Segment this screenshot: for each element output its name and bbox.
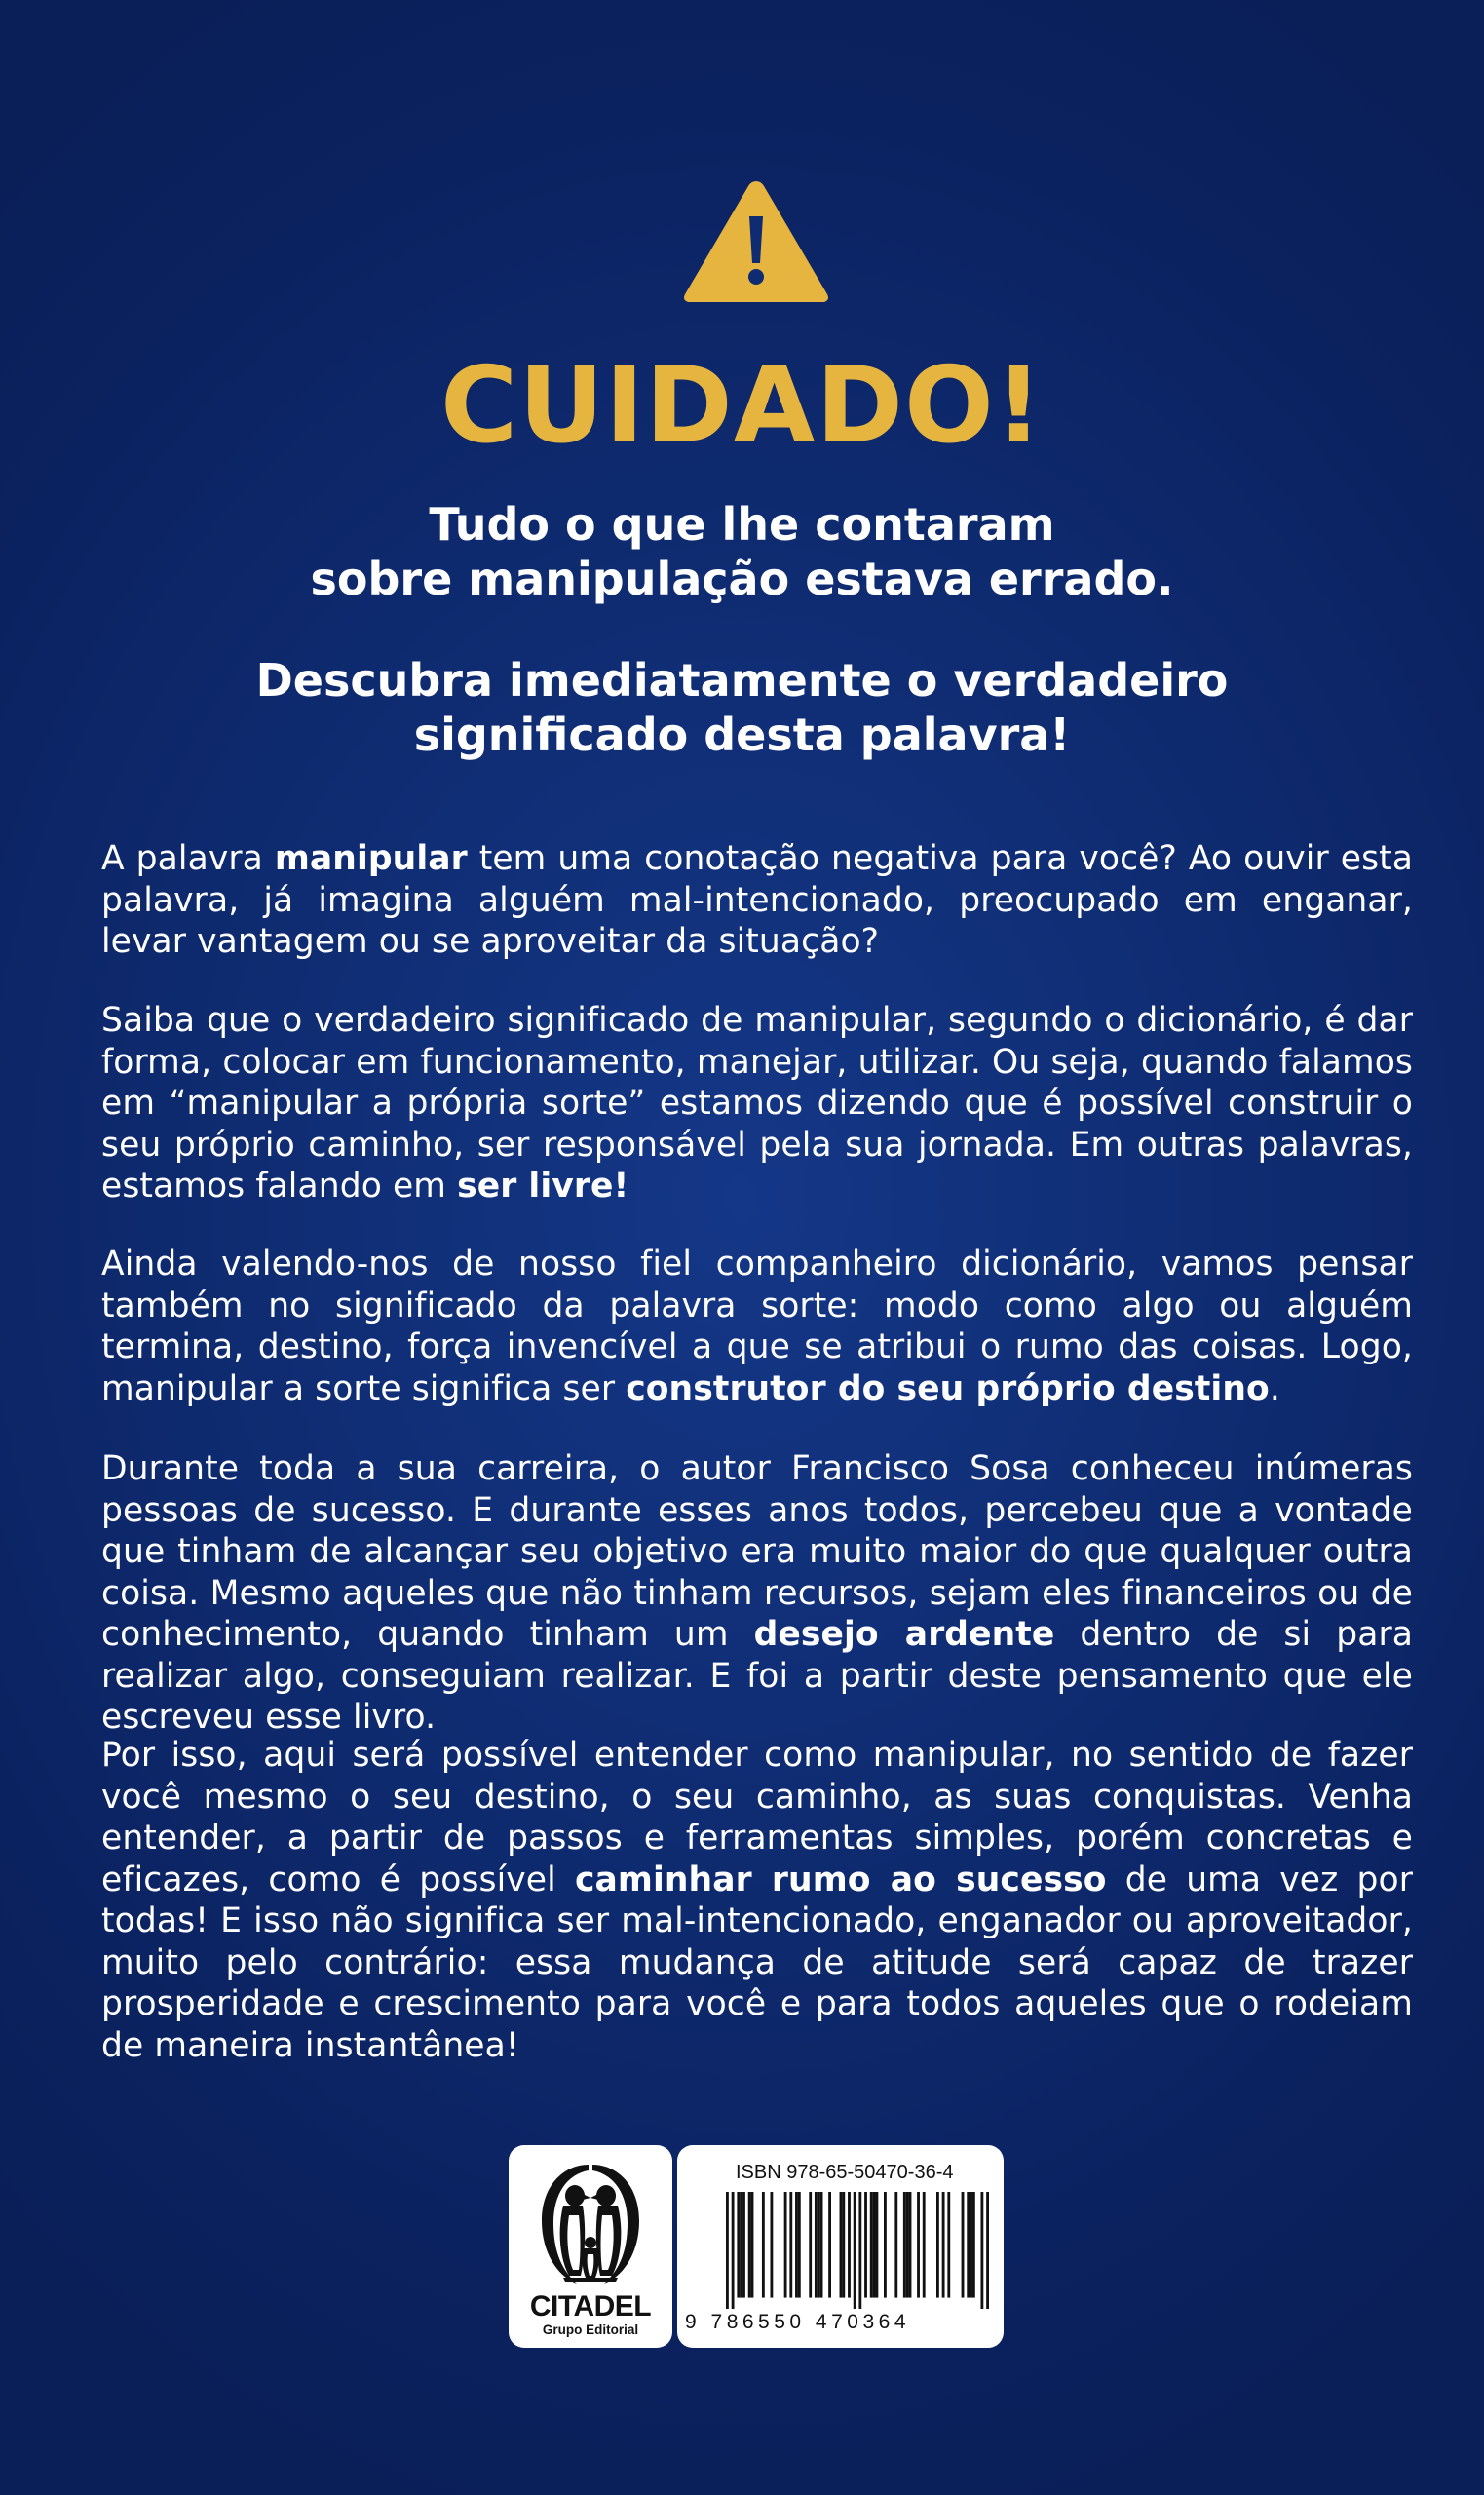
headline: CUIDADO! bbox=[439, 345, 1045, 467]
emphasis-text: manipular bbox=[274, 839, 468, 878]
barcode-bar bbox=[848, 2192, 851, 2298]
barcode-bar bbox=[967, 2192, 970, 2298]
barcode-bar bbox=[909, 2192, 912, 2298]
barcode-bar bbox=[809, 2192, 812, 2298]
publisher-subtitle: Grupo Editorial bbox=[542, 2322, 639, 2337]
barcode-bar bbox=[858, 2192, 861, 2309]
isbn-label: ISBN 978-65-50470-36-4 bbox=[736, 2162, 954, 2183]
barcode-bar bbox=[748, 2192, 751, 2298]
tagline-secondary bbox=[0, 653, 1484, 762]
body-paragraph: A palavra manipular tem uma conotação negativa para você? Ao ouvir esta palavra, já imagina alguém mal-intencionado, preocupado em enganar, levar vantagem ou se aproveitar da situação? bbox=[101, 839, 1414, 961]
publisher-name: CITADEL bbox=[529, 2290, 652, 2322]
barcode-bar bbox=[798, 2192, 801, 2298]
tagline-primary-line: sobre manipulação estava errado. bbox=[310, 553, 1174, 605]
emphasis-text: desejo ardente bbox=[753, 1615, 1055, 1654]
barcode-bar bbox=[751, 2192, 754, 2298]
barcode-bar bbox=[894, 2192, 897, 2298]
barcode-image bbox=[726, 2192, 989, 2309]
barcode-bar bbox=[917, 2192, 920, 2298]
emphasis-text: caminhar rumo ao sucesso bbox=[574, 1860, 1107, 1900]
barcode-bar bbox=[962, 2192, 965, 2298]
tagline-primary bbox=[0, 497, 1484, 606]
barcode-bar bbox=[906, 2192, 909, 2298]
barcode-bar bbox=[854, 2192, 856, 2309]
barcode-bar bbox=[942, 2192, 945, 2298]
warning-triangle-icon bbox=[681, 175, 831, 306]
barcode-bar bbox=[740, 2192, 742, 2298]
barcode-bar bbox=[970, 2192, 972, 2298]
barcode-bar bbox=[742, 2192, 745, 2298]
barcode-bar bbox=[828, 2192, 831, 2298]
barcode-bar bbox=[980, 2192, 983, 2309]
tagline-secondary-line: significado desta palavra! bbox=[413, 709, 1071, 761]
body-paragraph: Durante toda a sua carreira, o autor Francisco Sosa conheceu inúmeras pessoas de sucesso. E durante esses anos todos, percebeu que a vontade que tinham de alcançar seu objetivo era muito maior do que qualquer outra coisa. Mesmo aqueles que não tinham recursos, sejam eles financeiros ou de conhecimento, quando tinham um desejo ardente dentro de si para realizar algo, conseguiam realizar. E foi a partir deste pensamento que ele escreveu esse livro. bbox=[101, 1449, 1413, 1737]
barcode-bar bbox=[972, 2192, 975, 2298]
barcode-bar bbox=[784, 2192, 787, 2298]
barcode-bar bbox=[936, 2192, 939, 2298]
barcode-bar bbox=[884, 2192, 887, 2298]
barcode-bar bbox=[870, 2192, 873, 2298]
barcode-bar bbox=[840, 2192, 843, 2298]
barcode-bar bbox=[873, 2192, 876, 2298]
barcode-bar bbox=[903, 2192, 906, 2298]
body-paragraph: Ainda valendo-nos de nosso fiel companheiro dicionário, vamos pensar também no significado da palavra sorte: modo como algo ou alguém termina, destino, força invencível a que se atribui o rumo das coisas. Logo, manipular a sorte significa ser construtor do seu próprio destino. bbox=[101, 1245, 1413, 1408]
barcode-bar bbox=[820, 2192, 823, 2298]
barcode-bar bbox=[842, 2192, 845, 2298]
tagline-secondary-line: Descubra imediatamente o verdadeiro bbox=[255, 654, 1229, 707]
barcode-bar bbox=[986, 2192, 989, 2309]
barcode-bar bbox=[732, 2192, 735, 2309]
barcode-digits: 9 786550 470364 bbox=[685, 2311, 910, 2333]
publisher-logo-box bbox=[509, 2145, 672, 2348]
barcode-bar bbox=[770, 2192, 773, 2298]
barcode-bar bbox=[923, 2192, 926, 2298]
barcode-bar bbox=[789, 2192, 792, 2298]
emphasis-text: ser livre! bbox=[457, 1167, 629, 1206]
tagline-primary-line: Tudo o que lhe contaram bbox=[429, 498, 1055, 551]
emphasis-text: construtor do seu próprio destino bbox=[626, 1368, 1270, 1408]
barcode-bar bbox=[864, 2192, 867, 2298]
barcode-bar bbox=[818, 2192, 820, 2298]
barcode-box bbox=[677, 2145, 1004, 2348]
barcode-bar bbox=[726, 2192, 729, 2309]
barcode-bar bbox=[875, 2192, 878, 2298]
barcode-bar bbox=[762, 2192, 765, 2298]
penguins-logo-icon bbox=[534, 2161, 647, 2287]
barcode-bar bbox=[815, 2192, 818, 2298]
barcode-bar bbox=[737, 2192, 740, 2298]
barcode-bar bbox=[795, 2192, 798, 2298]
body-paragraph: Saiba que o verdadeiro significado de manipular, segundo o dicionário, é dar forma, colocar em funcionamento, manejar, utilizar. Ou seja, quando falamos em “manipular a própria sorte” estamos dizendo que é possível construir o seu próprio caminho, ser responsável pela sua jornada. Em outras palavras, estamos falando em ser livre! bbox=[101, 1001, 1413, 1206]
body-paragraph: Por isso, aqui será possível entender como manipular, no sentido de fazer você mesmo o seu destino, o seu caminho, as suas conquistas. Venha entender, a partir de passos e ferramentas simples, porém concretas e eficazes, como é possível caminhar rumo ao sucesso de uma vez por todas! E isso não significa ser mal-intencionado, enganador ou aproveitador, muito pelo contrário: essa mudança de atitude será capaz de trazer prosperidade e crescimento para você e para todos aqueles que o rodeiam de maneira instantânea! bbox=[101, 1736, 1413, 2065]
barcode-bar bbox=[947, 2192, 950, 2298]
